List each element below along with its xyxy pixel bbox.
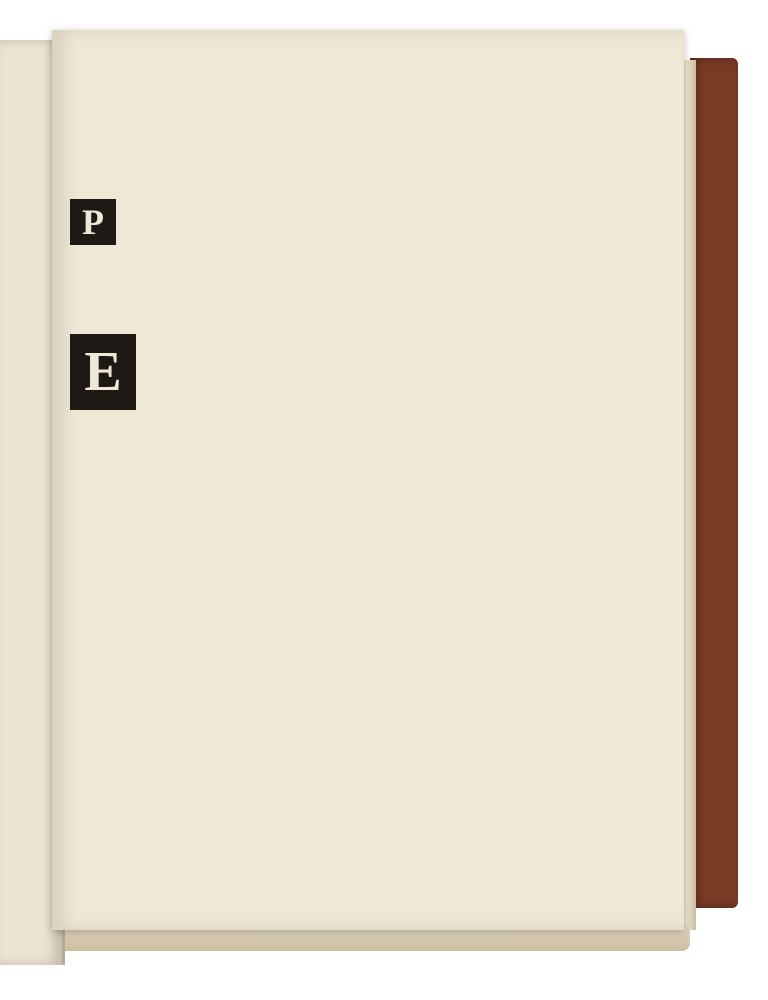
right-page — [52, 30, 684, 930]
woodcut-initial-p: P — [70, 199, 116, 245]
book-cover-back — [690, 58, 738, 908]
woodcut-initial-e: E — [70, 334, 136, 410]
